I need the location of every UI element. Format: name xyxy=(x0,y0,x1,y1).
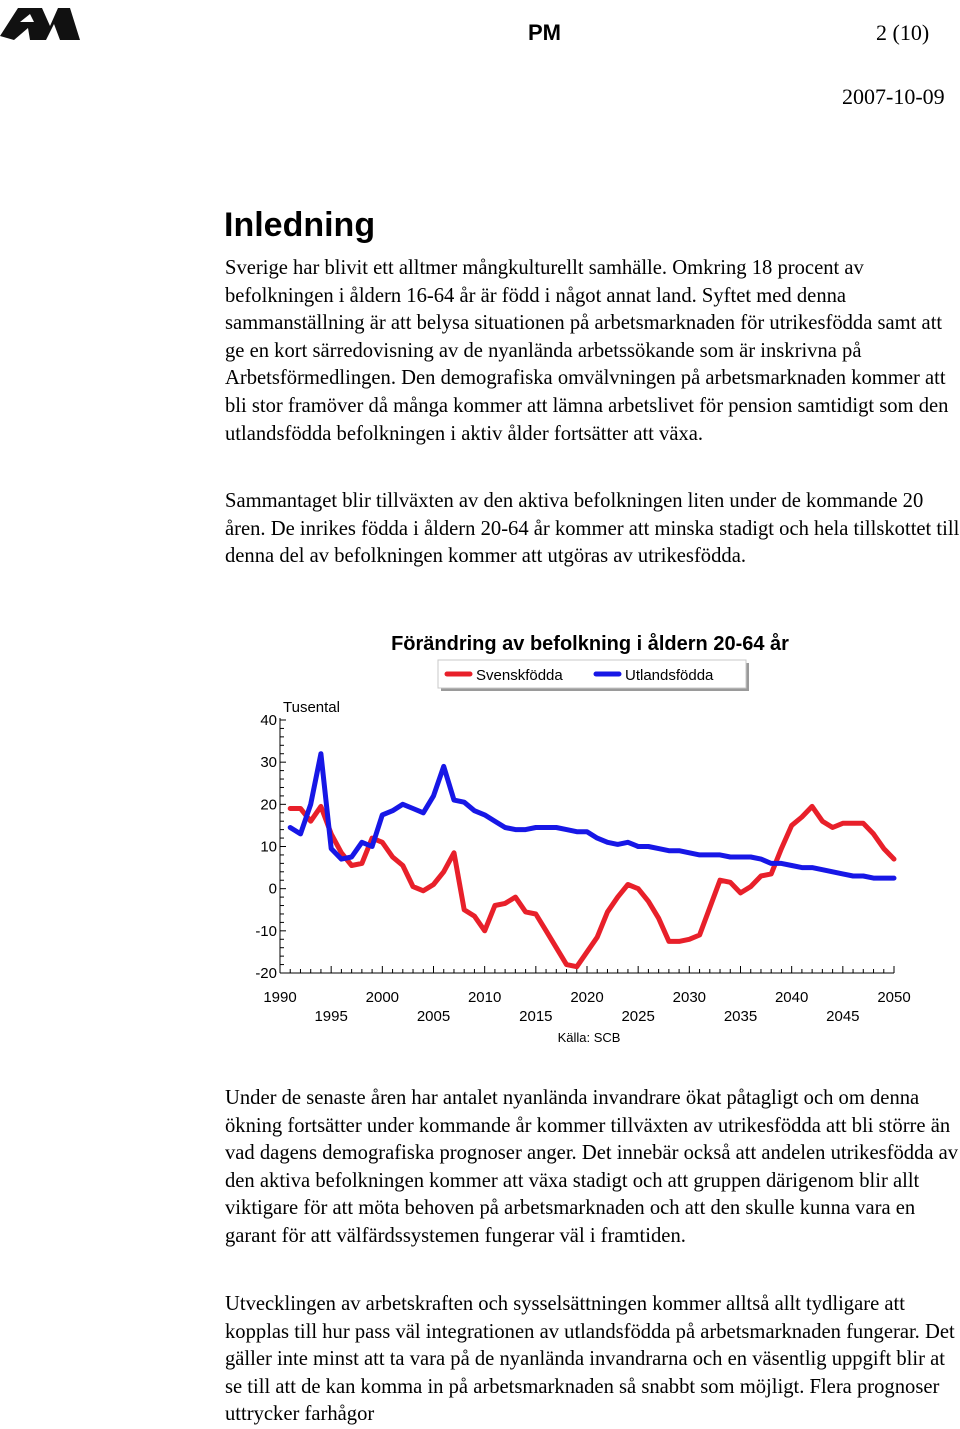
x-tick-label: 2020 xyxy=(570,989,604,1006)
y-tick-label: 20 xyxy=(260,796,277,814)
y-tick-label: 30 xyxy=(260,754,277,772)
paragraph: Sverige har blivit ett alltmer mångkulturellt samhälle. Omkring 18 procent av befolkningen i åldern 16-64 år är född i något annat land. Syftet med denna sammanställning är att belysa situationen på arbetsmarknaden för utrikesfödda samt att ge en kort särredovisning av de nyanlända arbetssökande som är inskrivna på Arbetsförmedlingen. Den demografiska omvälvningen på arbetsmarknaden kommer att bli stor framöver då många kommer att lämna arbetslivet för pension samtidigt som den utlandsfödda befolkningen i aktiv ålder fortsätter att växa. xyxy=(225,257,949,445)
unit-label: Tusental xyxy=(283,699,340,716)
x-tick-label: 1995 xyxy=(314,1008,348,1025)
x-tick-label: 2040 xyxy=(774,989,809,1006)
document-type: PM xyxy=(528,20,561,45)
x-tick-label: 2005 xyxy=(416,1008,451,1025)
x-tick-label: 2000 xyxy=(365,989,400,1006)
legend-label-utlandsfodda: Utlandsfödda xyxy=(625,667,714,684)
x-tick-label: 2015 xyxy=(519,1008,553,1025)
logo-icon xyxy=(0,0,82,46)
legend xyxy=(438,660,749,691)
population-chart xyxy=(0,620,960,1060)
y-tick-label: -10 xyxy=(255,922,277,940)
x-tick-label: 2050 xyxy=(877,989,911,1006)
x-tick-label: 2045 xyxy=(826,1008,860,1025)
y-tick-label: 0 xyxy=(268,880,277,898)
section-heading: Inledning xyxy=(224,206,376,244)
series-line-svenskfodda xyxy=(290,806,894,966)
paragraph: Under de senaste åren har antalet nyanlända invandrare ökat påtagligt och om denna ökning fortsätter under kommande år kommer tillväxten av utrikesfödda att bli större än vad dagens demografiska prognoser anger. Det innebär också att andelen utrikesfödda av den aktiva befolkningen kommer att växa stadigt och att gruppen därigenom blir allt viktigare för att möta behoven på arbetsmarknaden och att den skulle kunna vara en garant för att välfärdssystemen fungerar väl i framtiden. xyxy=(225,1087,959,1247)
page-number: 2 (10) xyxy=(876,20,930,45)
chart-title: Förändring av befolkning i åldern 20-64 år xyxy=(391,633,789,655)
paragraph: Sammantaget blir tillväxten av den aktiva befolkningen liten under de kommande 20 åren. De inrikes födda i åldern 20-64 år kommer att minska stadigt och hela tillskottet till denna del av befolkningen kommer att utgöras av utrikesfödda. xyxy=(225,490,960,568)
x-tick-label: 2010 xyxy=(467,989,502,1006)
source-label: Källa: SCB xyxy=(557,1030,621,1045)
x-tick-label: 1990 xyxy=(263,989,297,1006)
legend-label-svenskfodda: Svenskfödda xyxy=(476,667,563,684)
document-date: 2007-10-09 xyxy=(842,84,945,109)
y-tick-label: 40 xyxy=(260,712,277,729)
y-tick-label: 10 xyxy=(260,838,277,856)
x-tick-label: 2035 xyxy=(723,1008,758,1025)
x-tick-label: 2025 xyxy=(621,1008,655,1025)
y-tick-label: -20 xyxy=(255,965,277,982)
x-tick-label: 2030 xyxy=(672,989,707,1006)
paragraph: Utvecklingen av arbetskraften och sysselsättningen kommer alltså allt tydligare att kopplas till hur pass väl integrationen av utlandsfödda på arbetsmarknaden fungerar. Det gäller inte minst att ta vara på de nyanlända invandrarna och en väsentlig uppgift blir at se till att de kan komma in på arbetsmarknaden så snabbt som möjligt. Flera prognoser uttrycker farhågor xyxy=(225,1293,955,1426)
